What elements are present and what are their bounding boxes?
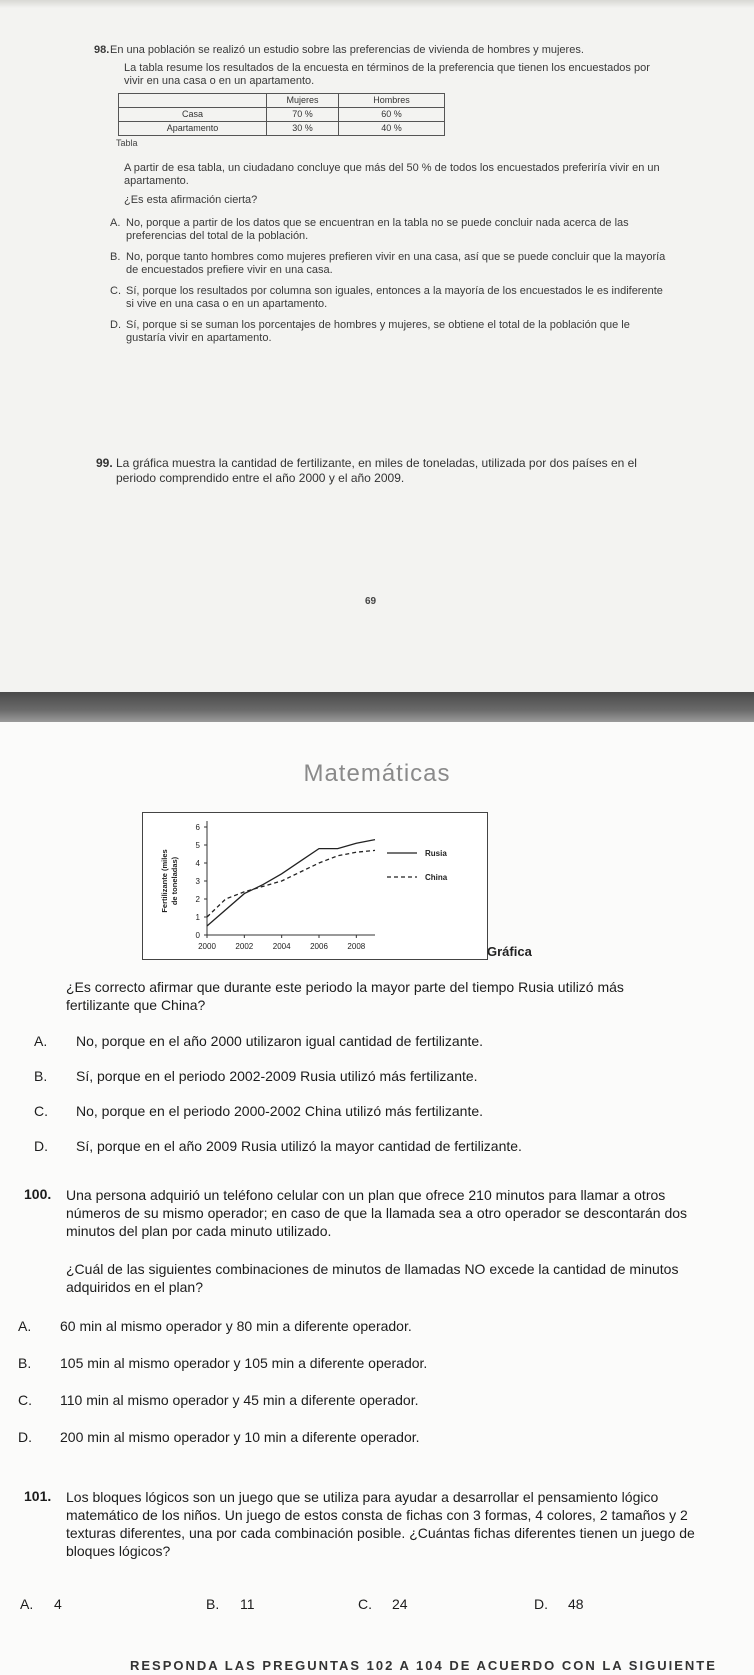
fertilizer-chart bbox=[142, 812, 488, 960]
y-tick-label: 0 bbox=[195, 931, 200, 940]
x-tick-label: 2004 bbox=[272, 942, 291, 951]
table-header-row bbox=[119, 94, 445, 108]
chart-caption: Gráfica bbox=[487, 944, 532, 959]
answer-option-d[interactable] bbox=[34, 1137, 694, 1155]
option-letter: C. bbox=[18, 1392, 32, 1408]
legend-label: Rusia bbox=[425, 849, 447, 858]
answer-option-c[interactable] bbox=[34, 1102, 694, 1120]
chart-svg bbox=[143, 813, 489, 961]
table-cell: 40 % bbox=[339, 122, 445, 136]
question-intro: La gráfica muestra la cantidad de fertilizante, en miles de toneladas, utilizada por dos países en el periodo comprendido entre el año 2000 y el año 2009. bbox=[116, 456, 637, 485]
answer-option-b[interactable] bbox=[18, 1354, 698, 1372]
option-text: 24 bbox=[392, 1596, 408, 1612]
table-cell: Apartamento bbox=[119, 122, 267, 136]
option-text: 110 min al mismo operador y 45 min a diferente operador. bbox=[60, 1392, 419, 1408]
answer-option-b[interactable] bbox=[34, 1067, 694, 1085]
y-axis-label: Fertilizante (miles bbox=[160, 849, 169, 913]
option-text: 60 min al mismo operador y 80 min a diferente operador. bbox=[60, 1318, 412, 1334]
page-edge bbox=[0, 0, 754, 8]
subject-title: Matemáticas bbox=[303, 760, 451, 787]
section-instruction: RESPONDA LAS PREGUNTAS 102 A 104 DE ACUERDO CON LA SIGUIENTE bbox=[130, 1658, 717, 1673]
question-intro: En una población se realizó un estudio sobre las preferencias de vivienda de hombres y mujeres. bbox=[110, 44, 584, 56]
answer-option-c[interactable] bbox=[110, 285, 670, 311]
option-text: No, porque en el periodo 2000-2002 China utilizó más fertilizante. bbox=[76, 1103, 484, 1119]
table-header: Mujeres bbox=[267, 94, 339, 108]
answer-option-a[interactable] bbox=[34, 1032, 694, 1050]
table-row bbox=[119, 108, 445, 122]
question-99-intro bbox=[96, 456, 676, 486]
question-number: 100. bbox=[24, 1186, 52, 1202]
table-cell: 70 % bbox=[267, 108, 339, 122]
question-number: 98. bbox=[94, 44, 110, 56]
option-letter: C. bbox=[358, 1596, 372, 1612]
answer-option-d[interactable] bbox=[18, 1428, 698, 1446]
legend-label: China bbox=[425, 873, 448, 882]
answer-option-c[interactable] bbox=[358, 1596, 408, 1612]
option-text: 105 min al mismo operador y 105 min a diferente operador. bbox=[60, 1355, 428, 1371]
answer-option-d[interactable] bbox=[110, 319, 670, 345]
x-tick-label: 2008 bbox=[347, 942, 366, 951]
y-tick-label: 3 bbox=[195, 877, 200, 886]
page-number: 69 bbox=[365, 596, 377, 607]
y-axis-label: de toneladas) bbox=[170, 856, 179, 906]
answer-option-a[interactable] bbox=[110, 217, 670, 243]
y-tick-label: 2 bbox=[195, 895, 200, 904]
question-99-prompt: ¿Es correcto afirmar que durante este periodo la mayor parte del tiempo Rusia utilizó más fertilizante que China? bbox=[66, 979, 624, 1013]
previous-page bbox=[0, 0, 754, 692]
table-caption: Tabla bbox=[116, 138, 138, 148]
answer-option-b[interactable] bbox=[206, 1596, 255, 1612]
x-tick-label: 2000 bbox=[198, 942, 216, 951]
question-number: 101. bbox=[24, 1488, 52, 1504]
table-cell bbox=[119, 94, 267, 108]
table-cell: 60 % bbox=[339, 108, 445, 122]
option-text: Sí, porque en el periodo 2002-2009 Rusia utilizó más fertilizante. bbox=[76, 1068, 478, 1084]
option-text: 11 bbox=[240, 1596, 255, 1612]
question-101-intro: Los bloques lógicos son un juego que se utiliza para ayudar a desarrollar el pensamiento lógico matemático de los niños. Un juego de estos consta de fichas con 3 formas, 4 colores, 2 tamaños y 2 texturas diferentes, una por cada combinación posible. ¿Cuántas fichas diferentes tienen un juego de bloques lógicos? bbox=[66, 1489, 695, 1559]
option-letter: B. bbox=[206, 1596, 220, 1612]
series-line-china bbox=[207, 850, 375, 917]
option-text: No, porque a partir de los datos que se encuentran en la tabla no se puede concluir nada acerca de las preferencias del total de la población. bbox=[126, 217, 629, 242]
x-tick-label: 2006 bbox=[310, 942, 328, 951]
answer-option-d[interactable] bbox=[534, 1596, 584, 1612]
question-100-prompt: ¿Cuál de las siguientes combinaciones de minutos de llamadas NO excede la cantidad de minutos adquiridos en el plan? bbox=[66, 1261, 679, 1295]
option-text: No, porque tanto hombres como mujeres prefieren vivir en una casa, así que se puede concluir que la mayoría de encuestados prefiere vivir en una casa. bbox=[126, 251, 666, 276]
option-letter: D. bbox=[110, 319, 121, 331]
option-letter: C. bbox=[34, 1103, 48, 1119]
question-prompt: ¿Es esta afirmación cierta? bbox=[124, 194, 258, 206]
y-tick-label: 5 bbox=[195, 841, 200, 850]
page-separator bbox=[0, 692, 754, 722]
series-line-rusia bbox=[207, 840, 375, 926]
option-letter: D. bbox=[34, 1138, 48, 1154]
y-tick-label: 1 bbox=[195, 913, 200, 922]
option-text: No, porque en el año 2000 utilizaron igual cantidad de fertilizante. bbox=[76, 1033, 484, 1049]
table-row bbox=[119, 122, 445, 136]
answer-option-c[interactable] bbox=[18, 1391, 698, 1409]
option-letter: A. bbox=[34, 1033, 48, 1049]
option-text: Sí, porque en el año 2009 Rusia utilizó la mayor cantidad de fertilizante. bbox=[76, 1138, 522, 1154]
answer-option-b[interactable] bbox=[110, 251, 670, 277]
question-98 bbox=[94, 44, 670, 353]
question-claim: A partir de esa tabla, un ciudadano concluye que más del 50 % de todos los encuestados preferiría vivir en un apartamento. bbox=[124, 162, 660, 187]
option-text: Sí, porque si se suman los porcentajes de hombres y mujeres, se obtiene el total de la población que le gustaría vivir en apartamento. bbox=[126, 319, 630, 344]
answer-option-a[interactable] bbox=[18, 1317, 698, 1335]
option-letter: A. bbox=[20, 1596, 34, 1612]
option-text: 4 bbox=[54, 1596, 62, 1612]
table-cell: 30 % bbox=[267, 122, 339, 136]
question-100-intro: Una persona adquirió un teléfono celular con un plan que ofrece 210 minutos para llamar a otros números de su mismo operador; en caso de que la llamada sea a otro operador se descontarán dos minutos del plan por cada minuto utilizado. bbox=[66, 1187, 688, 1239]
option-text: 48 bbox=[568, 1596, 584, 1612]
option-letter: D. bbox=[534, 1596, 548, 1612]
table-header: Hombres bbox=[339, 94, 445, 108]
option-letter: D. bbox=[18, 1429, 32, 1445]
answer-option-a[interactable] bbox=[20, 1596, 62, 1612]
option-letter: A. bbox=[18, 1318, 32, 1334]
option-letter: B. bbox=[18, 1355, 32, 1371]
option-letter: C. bbox=[110, 285, 121, 297]
option-letter: B. bbox=[34, 1068, 48, 1084]
option-text: 200 min al mismo operador y 10 min a diferente operador. bbox=[60, 1429, 420, 1445]
current-page bbox=[0, 722, 754, 1675]
question-summary: La tabla resume los resultados de la encuesta en términos de la preferencia que tienen los encuestados por vivir en una casa o en un apartamento. bbox=[124, 62, 650, 87]
table-cell: Casa bbox=[119, 108, 267, 122]
option-letter: A. bbox=[110, 217, 121, 229]
y-tick-label: 4 bbox=[195, 859, 200, 868]
x-tick-label: 2002 bbox=[235, 942, 254, 951]
preference-table bbox=[118, 93, 445, 136]
question-number: 99. bbox=[96, 456, 113, 470]
option-text: Sí, porque los resultados por columna son iguales, entonces a la mayoría de los encuestados le es indiferente si vive en una casa o en un apartamento. bbox=[126, 285, 663, 310]
option-letter: B. bbox=[110, 251, 121, 263]
y-tick-label: 6 bbox=[195, 823, 200, 832]
